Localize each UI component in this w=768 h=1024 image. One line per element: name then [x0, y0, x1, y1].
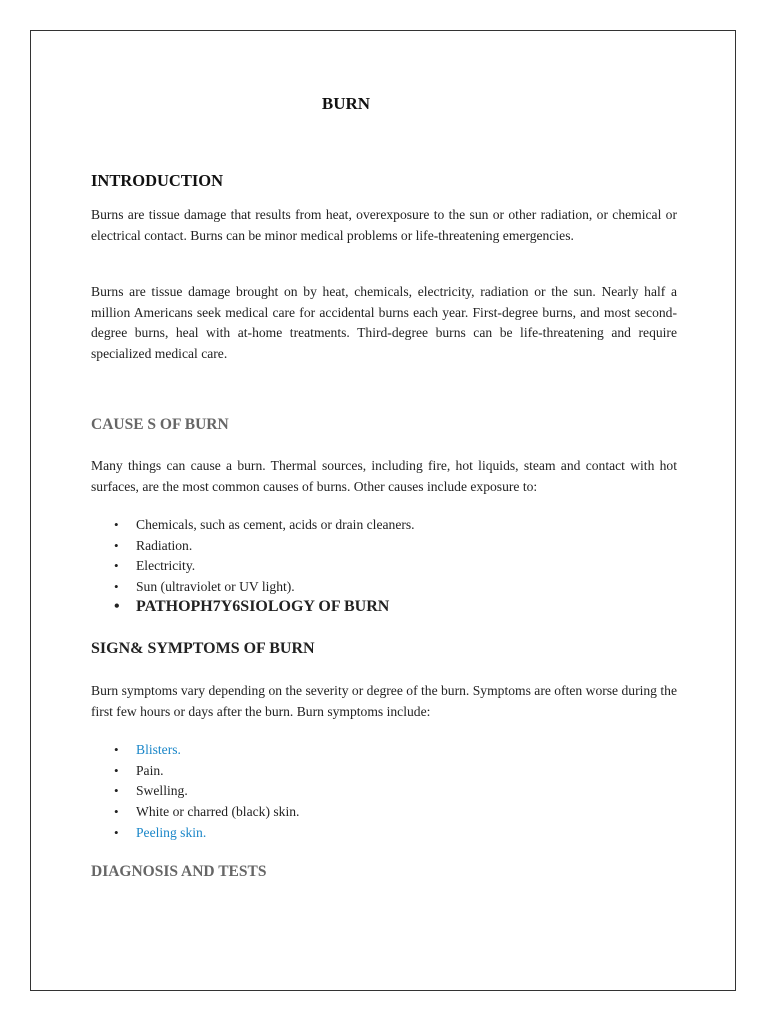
list-item	[91, 761, 299, 782]
list-item	[91, 536, 415, 557]
bullet-icon: •	[114, 558, 119, 574]
causes-item-radiation: Radiation.	[136, 537, 193, 553]
list-item	[91, 740, 299, 761]
signs-heading: SIGN& SYMPTOMS OF BURN	[91, 640, 315, 657]
diagnosis-heading: DIAGNOSIS AND TESTS	[91, 863, 267, 880]
bullet-icon: •	[114, 804, 119, 820]
bullet-icon: •	[114, 598, 120, 615]
bullet-icon: •	[114, 537, 119, 553]
bullet-icon: •	[114, 579, 119, 595]
bullet-icon: •	[114, 783, 119, 799]
causes-item-chemicals: Chemicals, such as cement, acids or drain cleaners.	[136, 517, 415, 532]
bullet-icon: •	[114, 762, 119, 778]
document-title: BURN	[321, 94, 371, 113]
blisters-link[interactable]: Blisters.	[136, 742, 181, 757]
bullet-icon: •	[114, 824, 119, 840]
causes-item-electricity: Electricity.	[136, 558, 196, 574]
causes-item-sun: Sun (ultraviolet or UV light).	[136, 579, 295, 595]
signs-paragraph: Burn symptoms vary depending on the severity or degree of the burn. Symptoms are often worse during the first few hours or days after the burn. Burn symptoms include:	[91, 683, 677, 719]
pathophysiology-heading	[91, 598, 389, 616]
signs-list	[91, 740, 299, 844]
document-page	[30, 30, 736, 991]
bullet-icon: •	[114, 517, 119, 532]
signs-item-swelling: Swelling.	[136, 783, 188, 799]
list-item	[91, 577, 415, 598]
causes-heading: CAUSE S OF BURN	[91, 416, 229, 433]
list-item	[91, 781, 299, 802]
list-item	[91, 515, 415, 536]
causes-paragraph: Many things can cause a burn. Thermal sources, including fire, hot liquids, steam and contact with hot surfaces, are the most common causes of burns. Other causes include exposure to:	[91, 458, 677, 494]
list-item	[91, 823, 299, 844]
introduction-heading: INTRODUCTION	[91, 171, 224, 190]
list-item	[91, 556, 415, 577]
list-item	[91, 802, 299, 823]
pathophysiology-heading-text: PATHOPH7Y6SIOLOGY OF BURN	[136, 598, 390, 615]
introduction-paragraph-1: Burns are tissue damage that results from heat, overexposure to the sun or other radiation, or chemical or electrical contact. Burns can be minor medical problems or life-threatening emergencies.	[91, 207, 677, 243]
signs-item-pain: Pain.	[136, 762, 164, 778]
signs-item-skin: White or charred (black) skin.	[136, 804, 300, 820]
peeling-skin-link[interactable]: Peeling skin.	[136, 824, 207, 840]
causes-list	[91, 515, 415, 598]
introduction-paragraph-2: Burns are tissue damage brought on by heat, chemicals, electricity, radiation or the sun. Nearly half a million Americans seek medical care for accidental burns each year. First-degree burns, and most second-degree burns, heal with at-home treatments. Third-degree burns can be life-threatening and require specialized medical care.	[91, 284, 677, 362]
bullet-icon: •	[114, 742, 119, 757]
